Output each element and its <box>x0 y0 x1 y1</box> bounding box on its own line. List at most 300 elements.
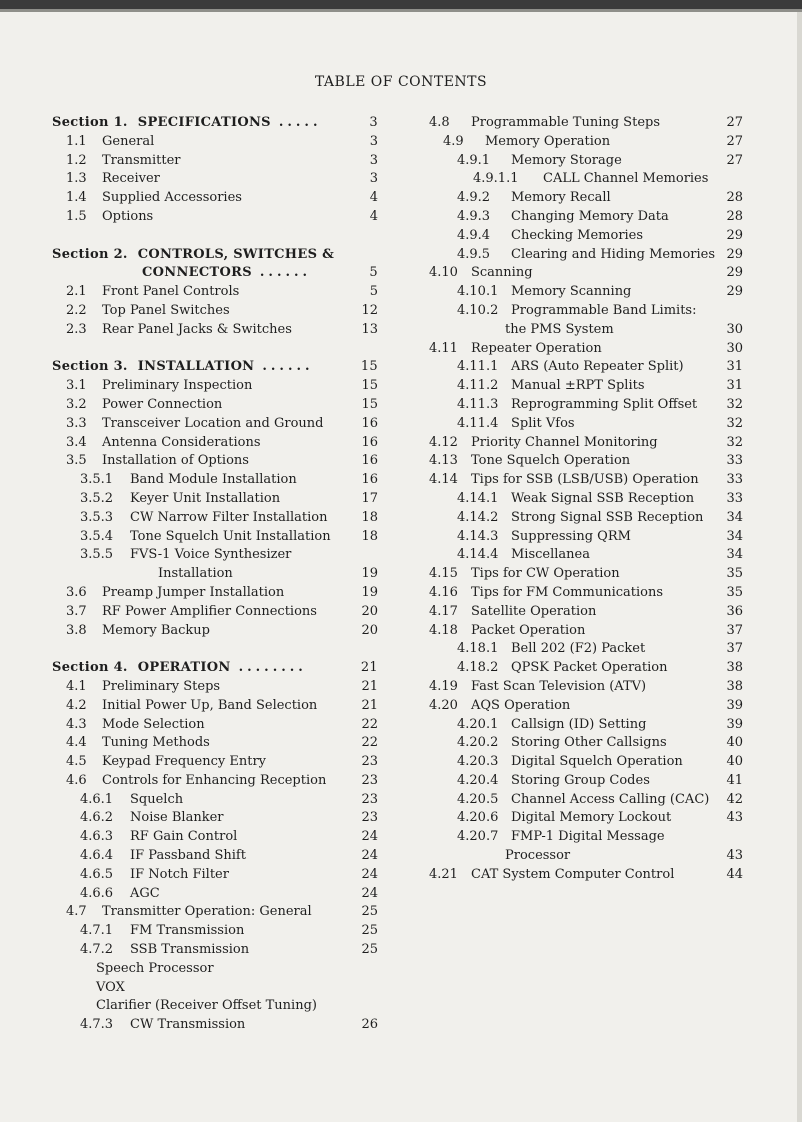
toc-page-number: 5 <box>369 284 378 300</box>
toc-entry-title: Memory Recall <box>511 190 611 206</box>
toc-entry-title: Memory Storage <box>511 152 622 168</box>
toc-entry-title: Channel Access Calling (CAC) <box>511 791 710 807</box>
toc-entry-number: 4.20.1 <box>457 716 499 732</box>
toc-entry-number: 3.5.5 <box>80 547 114 563</box>
toc-entry-number: 4.20.3 <box>457 754 499 770</box>
toc-entry-number: 4.16 <box>429 584 458 600</box>
toc-right-column <box>429 114 743 885</box>
toc-entry <box>52 152 378 171</box>
toc-entry <box>429 640 743 659</box>
toc-entry <box>429 603 743 622</box>
toc-entry <box>52 321 378 340</box>
toc-entry-title: Installation of Options <box>102 453 249 469</box>
toc-page-number: 27 <box>726 152 743 168</box>
toc-entry-title: Controls for Enhancing Reception <box>102 772 327 788</box>
toc-entry <box>52 509 378 528</box>
toc-section-heading <box>52 264 378 283</box>
toc-entry-title: Transceiver Location and Ground <box>102 415 324 431</box>
page-title: TABLE OF CONTENTS <box>314 74 488 90</box>
toc-entry-number: 4.10.1 <box>457 284 499 300</box>
toc-page-number: 43 <box>726 810 743 826</box>
toc-entry-number: 4.10.2 <box>457 302 499 318</box>
toc-entry <box>429 546 743 565</box>
toc-entry-title: Bell 202 (F2) Packet <box>511 641 646 657</box>
toc-entry-title: Installation <box>158 566 233 582</box>
toc-entry-number: 1.4 <box>66 190 87 206</box>
toc-entry-title: Repeater Operation <box>471 340 602 356</box>
toc-entry-number: 4.18.1 <box>457 641 499 657</box>
toc-leader-dots: ...... <box>262 359 314 375</box>
toc-entry <box>52 885 378 904</box>
toc-entry-number: 4.14.2 <box>457 509 499 525</box>
toc-entry <box>52 734 378 753</box>
toc-entry <box>52 753 378 772</box>
toc-entry-title: Clarifier (Receiver Offset Tuning) <box>96 998 317 1014</box>
toc-entry-number: 4.1 <box>66 678 87 694</box>
toc-entry <box>52 415 378 434</box>
toc-entry-title: Scanning <box>471 265 533 281</box>
toc-page-number: 39 <box>726 697 743 713</box>
toc-entry <box>429 753 743 772</box>
toc-entry-title: Initial Power Up, Band Selection <box>102 697 318 713</box>
toc-entry-number: 4.20.6 <box>457 810 499 826</box>
toc-entry <box>429 358 743 377</box>
toc-section-heading <box>52 114 378 133</box>
toc-page-number: 37 <box>726 622 743 638</box>
toc-entry-title: Programmable Band Limits: <box>511 302 697 318</box>
toc-page-number: 25 <box>361 904 378 920</box>
toc-entry-number: 4.17 <box>429 603 458 619</box>
toc-entry-title: Changing Memory Data <box>511 208 669 224</box>
toc-entry-number: 4.7 <box>66 904 87 920</box>
toc-entry-title: Fast Scan Television (ATV) <box>471 678 647 694</box>
toc-entry-title: Programmable Tuning Steps <box>471 115 661 130</box>
toc-entry <box>52 716 378 735</box>
toc-page-number: 23 <box>361 791 378 807</box>
toc-entry <box>52 622 378 641</box>
toc-entry-number: 1.1 <box>66 133 87 149</box>
toc-entry-title: Callsign (ID) Setting <box>511 716 647 732</box>
toc-page-number: 32 <box>726 434 743 450</box>
toc-entry <box>52 828 378 847</box>
toc-entry-title: Supplied Accessories <box>102 190 242 206</box>
toc-entry-number: 3.2 <box>66 396 87 412</box>
toc-entry <box>429 528 743 547</box>
toc-entry <box>429 452 743 471</box>
toc-page-number: 23 <box>361 772 378 788</box>
toc-entry-number: 1.3 <box>66 171 87 187</box>
toc-entry <box>429 809 743 828</box>
toc-page-number: 24 <box>361 848 378 864</box>
toc-entry-title: Digital Memory Lockout <box>511 810 672 826</box>
toc-page-number: 33 <box>726 472 743 488</box>
toc-entry-number: 4.11.4 <box>457 415 499 431</box>
toc-entry-number: 4.7.2 <box>80 942 114 958</box>
toc-entry-title: Strong Signal SSB Reception <box>511 509 704 525</box>
toc-entry-number: 3.6 <box>66 584 87 600</box>
toc-entry-title: Preliminary Inspection <box>102 378 253 394</box>
toc-entry-number: 3.7 <box>66 603 87 619</box>
toc-entry-title: Split Vfos <box>511 415 575 431</box>
toc-entry-number: 4.5 <box>66 754 87 770</box>
toc-entry-number: 3.5.1 <box>80 472 114 488</box>
toc-entry <box>52 528 378 547</box>
toc-entry <box>429 659 743 678</box>
toc-page-number: 29 <box>726 284 743 300</box>
toc-entry-number: Section 1. <box>52 115 128 130</box>
toc-entry <box>429 584 743 603</box>
toc-entry-title: FVS-1 Voice Synthesizer <box>130 547 292 563</box>
toc-page-number: 25 <box>361 942 378 958</box>
toc-entry-title: Top Panel Switches <box>102 302 230 318</box>
toc-entry <box>429 340 743 359</box>
toc-page-number: 31 <box>726 378 743 394</box>
toc-entry-number: 4.9.1 <box>457 152 491 168</box>
toc-entry-number: Section 3. <box>52 359 128 375</box>
toc-page-number: 32 <box>726 396 743 412</box>
toc-entry-number: 4.13 <box>429 453 458 469</box>
toc-entry-title: IF Passband Shift <box>130 848 246 864</box>
toc-entry-title: QPSK Packet Operation <box>511 660 668 676</box>
toc-page-number: 21 <box>361 697 378 713</box>
toc-page-number: 37 <box>726 641 743 657</box>
toc-entry <box>429 415 743 434</box>
toc-entry <box>52 603 378 622</box>
toc-entry <box>52 302 378 321</box>
toc-entry <box>52 960 378 979</box>
toc-entry <box>429 509 743 528</box>
toc-entry-title: Noise Blanker <box>130 810 224 826</box>
toc-entry-title: Tone Squelch Unit Installation <box>130 528 331 544</box>
toc-entry-title: SPECIFICATIONS <box>137 115 271 130</box>
toc-entry-number: 4.9 <box>443 133 464 149</box>
toc-entry-number: 4.11.3 <box>457 396 499 412</box>
toc-page-number: 4 <box>369 190 378 206</box>
toc-entry <box>429 716 743 735</box>
toc-entry-number: 4.20.5 <box>457 791 499 807</box>
toc-entry-number: 4.6.1 <box>80 791 114 807</box>
toc-left-column <box>52 114 378 1035</box>
toc-entry-title: FMP-1 Digital Message <box>511 829 665 845</box>
toc-page-number: 18 <box>361 528 378 544</box>
toc-page-number: 30 <box>726 321 743 337</box>
toc-entry <box>429 734 743 753</box>
toc-entry-number: 4.20.4 <box>457 772 499 788</box>
toc-page-number: 29 <box>726 246 743 262</box>
toc-entry <box>52 678 378 697</box>
toc-entry-number: 4.11 <box>429 340 458 356</box>
toc-entry <box>429 189 743 208</box>
toc-page-number: 16 <box>361 453 378 469</box>
toc-page-number: 23 <box>361 754 378 770</box>
toc-page-number: 40 <box>726 754 743 770</box>
toc-entry <box>52 189 378 208</box>
toc-section-heading <box>52 246 378 265</box>
toc-entry-number: 3.5.4 <box>80 528 114 544</box>
toc-entry-title: VOX <box>96 979 125 995</box>
toc-entry-title: Memory Operation <box>485 133 611 149</box>
toc-entry-number: 4.6.6 <box>80 885 114 901</box>
toc-entry <box>52 396 378 415</box>
toc-entry-title: Mode Selection <box>102 716 205 732</box>
toc-entry-number: 2.3 <box>66 321 87 337</box>
toc-entry-title: General <box>102 133 155 149</box>
toc-entry <box>52 170 378 189</box>
toc-entry-title: CAT System Computer Control <box>471 866 675 882</box>
toc-entry-title: Keyer Unit Installation <box>130 490 281 506</box>
toc-entry-number: 3.5.3 <box>80 509 114 525</box>
toc-entry <box>52 922 378 941</box>
toc-entry <box>429 152 743 171</box>
toc-page-number: 20 <box>361 603 378 619</box>
toc-entry-number: 4.20.7 <box>457 829 499 845</box>
toc-entry <box>52 377 378 396</box>
toc-leader-dots: ..... <box>278 115 322 130</box>
toc-page-number: 33 <box>726 490 743 506</box>
toc-entry-title: CONTROLS, SWITCHES & <box>137 246 335 262</box>
toc-entry-number: 4.6.4 <box>80 848 114 864</box>
toc-entry-number: 4.14.4 <box>457 547 499 563</box>
toc-entry-title: CONNECTORS <box>142 265 252 281</box>
toc-entry-number: 4.6.2 <box>80 810 114 826</box>
toc-entry <box>52 1016 378 1035</box>
toc-entry-number: Section 4. <box>52 660 128 676</box>
toc-page-number: 23 <box>361 810 378 826</box>
toc-section-heading <box>52 659 378 678</box>
toc-entry-title: RF Power Amplifier Connections <box>102 603 317 619</box>
toc-entry-number: 4.18 <box>429 622 458 638</box>
toc-page-number: 22 <box>361 716 378 732</box>
toc-entry-number: 4.9.3 <box>457 208 491 224</box>
toc-entry <box>429 302 743 321</box>
toc-entry-number: 4.8 <box>429 115 450 130</box>
toc-entry <box>429 227 743 246</box>
toc-entry <box>52 772 378 791</box>
toc-entry-title: Transmitter <box>102 152 181 168</box>
toc-entry-title: AQS Operation <box>471 697 571 713</box>
toc-page-number: 21 <box>361 678 378 694</box>
toc-page-number: 38 <box>726 678 743 694</box>
toc-entry-title: Squelch <box>130 791 184 807</box>
toc-page-number: 30 <box>726 340 743 356</box>
toc-page-number: 4 <box>369 208 378 224</box>
toc-entry-title: Priority Channel Monitoring <box>471 434 658 450</box>
toc-entry-number: 3.8 <box>66 622 87 638</box>
toc-entry <box>429 847 743 866</box>
toc-entry-title: Memory Scanning <box>511 284 632 300</box>
toc-entry <box>429 828 743 847</box>
toc-entry-title: Options <box>102 208 154 224</box>
toc-entry-title: IF Notch Filter <box>130 866 229 882</box>
toc-entry-title: INSTALLATION <box>137 359 255 375</box>
toc-page-number: 34 <box>726 528 743 544</box>
toc-page-number: 26 <box>361 1017 378 1033</box>
toc-entry <box>52 997 378 1016</box>
toc-page-number: 25 <box>361 923 378 939</box>
toc-entry-number: 4.14 <box>429 472 458 488</box>
toc-entry <box>52 434 378 453</box>
toc-entry <box>429 133 743 152</box>
toc-entry-title: CW Narrow Filter Installation <box>130 509 328 525</box>
toc-entry-title: Packet Operation <box>471 622 586 638</box>
toc-leader-dots: ...... <box>259 265 312 281</box>
toc-entry <box>429 396 743 415</box>
toc-entry <box>429 490 743 509</box>
toc-entry <box>52 979 378 998</box>
toc-entry <box>429 471 743 490</box>
toc-entry <box>429 170 743 189</box>
toc-entry <box>429 283 743 302</box>
toc-page-number: 42 <box>726 791 743 807</box>
toc-entry <box>52 941 378 960</box>
toc-page-number: 16 <box>361 434 378 450</box>
toc-entry-title: SSB Transmission <box>130 942 250 958</box>
toc-entry-number: 4.9.2 <box>457 190 491 206</box>
toc-entry-number: 3.1 <box>66 378 87 394</box>
toc-page-number: 13 <box>361 321 378 337</box>
toc-entry-number: 4.19 <box>429 678 458 694</box>
toc-entry-number: 4.20 <box>429 697 458 713</box>
toc-page-number: 31 <box>726 359 743 375</box>
toc-entry-title: Tone Squelch Operation <box>471 453 631 469</box>
toc-page-number: 29 <box>726 265 743 281</box>
toc-page-number: 39 <box>726 716 743 732</box>
toc-entry-title: Receiver <box>102 171 160 187</box>
toc-page-number: 19 <box>361 584 378 600</box>
toc-entry <box>52 847 378 866</box>
toc-entry-number: 4.11.1 <box>457 359 499 375</box>
toc-page-number: 40 <box>726 735 743 751</box>
toc-page-number: 35 <box>726 566 743 582</box>
toc-entry-number: 1.2 <box>66 152 87 168</box>
toc-page-number: 17 <box>361 490 378 506</box>
toc-entry-number: 4.4 <box>66 735 87 751</box>
toc-entry-title: Checking Memories <box>511 227 644 243</box>
toc-entry <box>52 208 378 227</box>
scan-right-edge <box>797 12 802 1122</box>
toc-entry-number: 2.1 <box>66 284 87 300</box>
toc-entry-title: Storing Group Codes <box>511 772 650 788</box>
toc-entry-number: 4.6.5 <box>80 866 114 882</box>
toc-entry-number: 4.9.1.1 <box>473 171 519 187</box>
toc-entry-number: 4.21 <box>429 866 458 882</box>
scan-top-edge <box>0 0 802 9</box>
toc-entry <box>429 208 743 227</box>
toc-entry-title: Miscellanea <box>511 547 590 563</box>
toc-entry-title: Tips for SSB (LSB/USB) Operation <box>471 472 699 488</box>
toc-entry-number: 4.14.3 <box>457 528 499 544</box>
toc-page-number: 15 <box>361 378 378 394</box>
toc-page-number: 22 <box>361 735 378 751</box>
toc-entry-number: 4.18.2 <box>457 660 499 676</box>
toc-entry <box>429 866 743 885</box>
toc-leader-dots: ........ <box>238 660 307 676</box>
toc-page-number: 3 <box>369 171 378 187</box>
toc-entry <box>52 546 378 565</box>
toc-page-number: 29 <box>726 227 743 243</box>
toc-entry-title: Tuning Methods <box>102 735 210 751</box>
toc-page-number: 28 <box>726 190 743 206</box>
toc-entry <box>52 809 378 828</box>
toc-page-number: 19 <box>361 566 378 582</box>
toc-entry <box>429 377 743 396</box>
toc-entry-title: Processor <box>505 848 571 864</box>
toc-entry-title: Tips for FM Communications <box>471 584 664 600</box>
toc-page-number: 24 <box>361 829 378 845</box>
toc-page-number: 15 <box>361 396 378 412</box>
toc-entry <box>429 697 743 716</box>
toc-page-number: 33 <box>726 453 743 469</box>
toc-page-number: 35 <box>726 584 743 600</box>
toc-page-number: 41 <box>726 772 743 788</box>
toc-entry-number: Section 2. <box>52 246 128 262</box>
toc-entry-title: Suppressing QRM <box>511 528 631 544</box>
toc-entry <box>52 565 378 584</box>
toc-page-number: 38 <box>726 660 743 676</box>
toc-entry-title: Weak Signal SSB Reception <box>511 490 695 506</box>
toc-entry-title: Keypad Frequency Entry <box>102 754 267 770</box>
toc-entry-title: Preliminary Steps <box>102 678 221 694</box>
toc-entry-title: Satellite Operation <box>471 603 597 619</box>
toc-entry <box>52 452 378 471</box>
toc-entry-title: Band Module Installation <box>130 472 297 488</box>
toc-entry-number: 4.7.1 <box>80 923 114 939</box>
toc-entry <box>429 114 743 133</box>
toc-entry <box>52 584 378 603</box>
toc-entry <box>429 678 743 697</box>
toc-entry-title: OPERATION <box>137 660 231 676</box>
toc-entry-title: Speech Processor <box>96 960 214 976</box>
toc-entry-title: Clearing and Hiding Memories <box>511 246 716 262</box>
toc-entry-number: 2.2 <box>66 302 87 318</box>
toc-entry-title: Memory Backup <box>102 622 211 638</box>
toc-entry <box>429 246 743 265</box>
toc-page-number: 5 <box>369 265 378 281</box>
toc-page-number: 18 <box>361 509 378 525</box>
toc-entry-number: 4.20.2 <box>457 735 499 751</box>
toc-page-number: 20 <box>361 622 378 638</box>
toc-entry-title: FM Transmission <box>130 923 245 939</box>
toc-page-number: 32 <box>726 415 743 431</box>
toc-page-number: 27 <box>726 115 743 130</box>
toc-entry-title: Preamp Jumper Installation <box>102 584 285 600</box>
toc-entry <box>52 490 378 509</box>
toc-page-number: 3 <box>369 152 378 168</box>
toc-entry-title: AGC <box>130 885 160 901</box>
toc-entry <box>52 697 378 716</box>
toc-entry-title: Reprogramming Split Offset <box>511 396 698 412</box>
toc-entry-number: 3.4 <box>66 434 87 450</box>
toc-entry-number: 4.9.4 <box>457 227 491 243</box>
toc-entry-title: Power Connection <box>102 396 223 412</box>
toc-page-number: 12 <box>361 302 378 318</box>
toc-entry-title: Tips for CW Operation <box>471 566 620 582</box>
toc-entry <box>429 622 743 641</box>
toc-entry-number: 4.2 <box>66 697 87 713</box>
toc-page-number: 43 <box>726 848 743 864</box>
toc-entry <box>52 133 378 152</box>
toc-entry-number: 4.3 <box>66 716 87 732</box>
toc-entry-number: 4.12 <box>429 434 458 450</box>
toc-entry-number: 4.10 <box>429 265 458 281</box>
toc-page-number: 21 <box>360 660 378 676</box>
toc-entry-title: the PMS System <box>505 321 614 337</box>
toc-entry-number: 3.5 <box>66 453 87 469</box>
toc-entry-number: 3.5.2 <box>80 490 114 506</box>
toc-entry-title: Manual ±RPT Splits <box>511 378 645 394</box>
toc-page-number: 3 <box>369 115 378 130</box>
toc-entry <box>429 321 743 340</box>
